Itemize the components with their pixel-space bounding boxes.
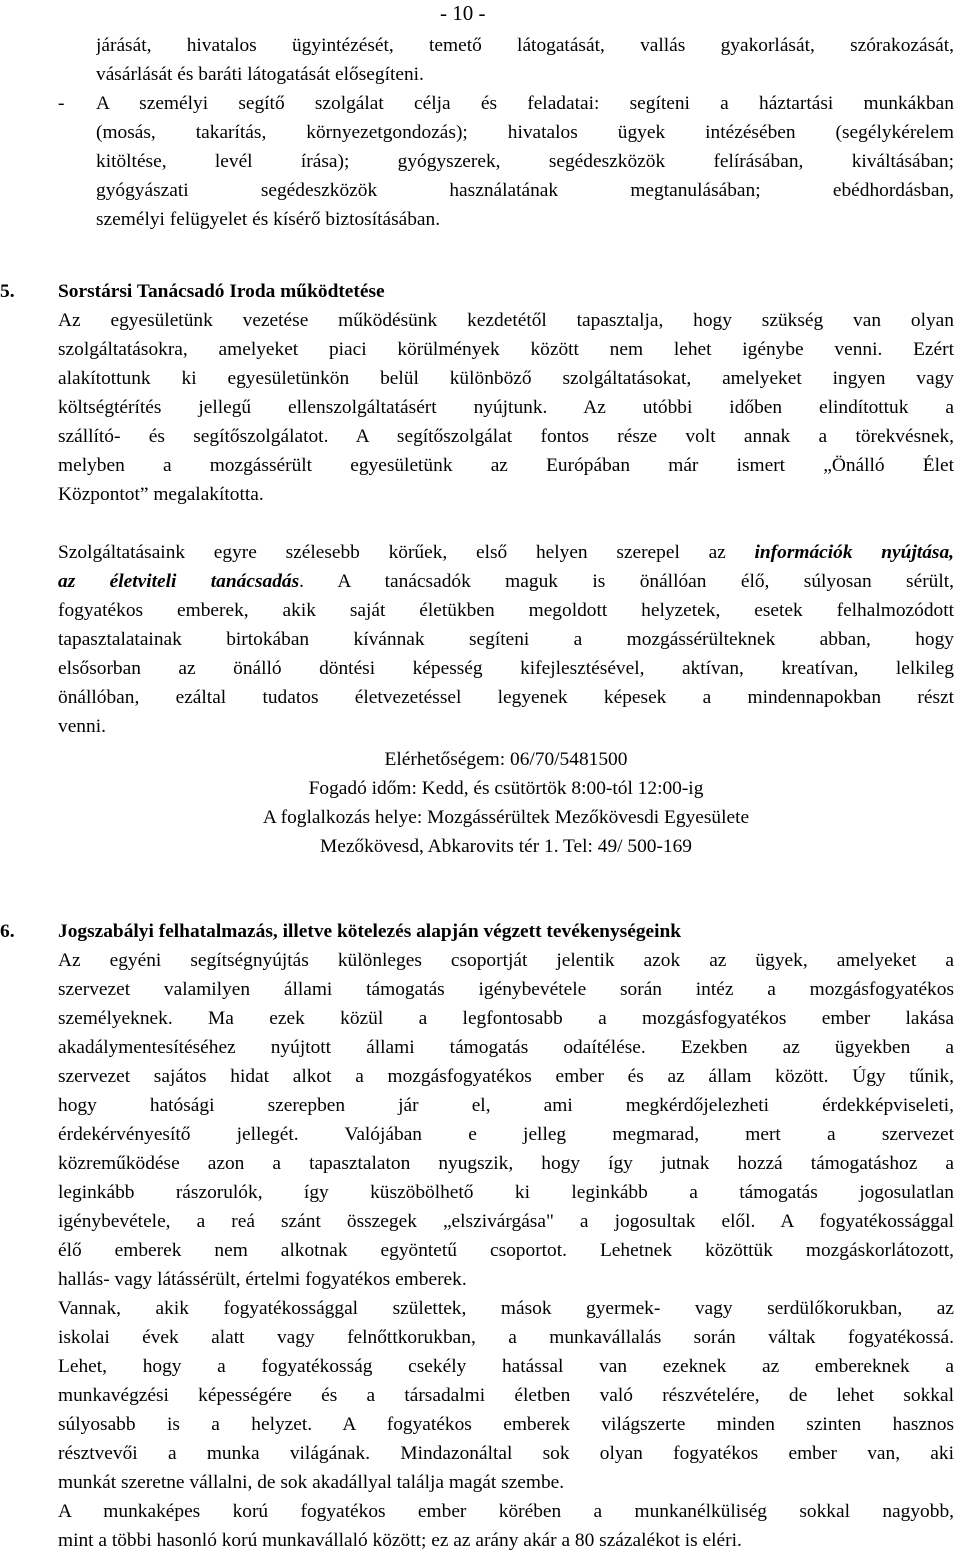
section-number: 5. xyxy=(0,281,15,302)
intro-paragraph xyxy=(58,35,954,93)
text-line: személyi felügyelet és kísérő biztosításában. xyxy=(96,209,441,230)
text-line: szállító- és segítőszolgálatot. A segítőszolgálat fontos része volt annak a törekvésnek, xyxy=(58,426,954,447)
text-line: leginkább rászorulók, így küszöbölhető ki leginkább a támogatás jogosulatlan xyxy=(58,1182,954,1203)
text-line: szolgáltatásokra, amelyeket piaci körülmények között nem lehet igénybe venni. Ezért xyxy=(58,339,954,360)
text-line: tapasztalatainak birtokában kívánnak segíteni a mozgássérülteknek abban, hogy xyxy=(58,629,954,650)
text-line: melyben a mozgássérült egyesületünk az Európában már ismert „Önálló Élet xyxy=(58,455,954,476)
text-line: venni. xyxy=(58,716,106,737)
text-run: . A tanácsadók maguk is önállóan élő, súlyosan sérült, xyxy=(299,571,954,592)
section-heading: Jogszabályi felhatalmazás, illetve kötelezés alapján végzett tevékenységeink xyxy=(58,921,682,942)
section-heading: Sorstársi Tanácsadó Iroda működtetése xyxy=(58,281,385,302)
text-line: hogy hatósági szerepben jár el, ami megkérdőjelezheti érdekképviseleti, xyxy=(58,1095,954,1116)
text-line: (mosás, takarítás, környezetgondozás); hivatalos ügyek intézésében (segélykérelem xyxy=(96,122,954,143)
text-line: A munkaképes korú fogyatékos ember körében a munkanélküliség sokkal nagyobb, xyxy=(58,1501,954,1522)
text-line: A személyi segítő szolgálat célja és feladatai: segíteni a háztartási munkákban xyxy=(96,93,954,114)
text-line: érdekérvényesítő jellegét. Valójában e jelleg megmarad, mert a szervezet xyxy=(58,1124,954,1145)
text-line: fogyatékos emberek, akik saját életükben megoldott helyzetek, esetek felhalmozódott xyxy=(58,600,954,621)
text-line: Az egyesületünk vezetése működésünk kezdetétől tapasztalja, hogy szükség van olyan xyxy=(58,310,954,331)
contact-venue: A foglalkozás helye: Mozgássérültek Mezőkövesdi Egyesülete xyxy=(262,807,750,828)
text-line: szervezet sajátos hidat alkot a mozgásfogyatékos ember és az állam között. Úgy tűnik, xyxy=(58,1066,954,1087)
text-line xyxy=(58,571,954,600)
text-line: elsősorban az önálló döntési képesség kifejlesztésével, aktívan, kreatívan, lelkileg xyxy=(58,658,954,679)
text-line: szervezet valamilyen állami támogatás igénybevétele során intéz a mozgásfogyatékos xyxy=(58,979,954,1000)
text-line: munkát szeretne vállalni, de sok akadállyal találja magát szembe. xyxy=(58,1472,565,1493)
text-line: munkavégzési képességére és a társadalmi életben való részvételére, de lehet sokkal xyxy=(58,1385,954,1406)
text-line: Vannak, akik fogyatékossággal születtek, mások gyermek- vagy serdülőkorukban, az xyxy=(58,1298,954,1319)
text-line: önállóban, ezáltal tudatos életvezetéssel legyenek képesek a mindennapokban részt xyxy=(58,687,954,708)
section-5-paragraph-2 xyxy=(58,542,954,745)
text-line: Lehet, hogy a fogyatékosság csekély hatással van ezeknek az embereknek a xyxy=(58,1356,954,1377)
text-line: résztvevői a munka világának. Mindazonáltal sok olyan fogyatékos ember van, aki xyxy=(58,1443,954,1464)
contact-phone: Elérhetőségem: 06/70/5481500 xyxy=(384,749,628,770)
text-line: kitöltése, levél írása); gyógyszerek, segédeszközök felírásában, kiváltásában; xyxy=(96,151,954,172)
text-line: gyógyászati segédeszközök használatának megtanulásában; ebédhordásban, xyxy=(96,180,954,201)
section-5 xyxy=(0,281,954,513)
page-number: - 10 - xyxy=(440,1,486,25)
bullet-item xyxy=(58,93,954,238)
text-line: Központot” megalakította. xyxy=(58,484,264,505)
text-line: iskolai évek alatt vagy felnőttkorukban, a munkavállalás során váltak fogyatékossá. xyxy=(58,1327,954,1348)
text-line: élő emberek nem alkotnak egyöntetű csoportot. Lehetnek közöttük mozgáskorlátozott, xyxy=(58,1240,954,1261)
text-line: Az egyéni segítségnyújtás különleges csoportját jelentik azok az ügyek, amelyeket a xyxy=(58,950,954,971)
bullet-dash: - xyxy=(58,93,65,114)
text-line xyxy=(58,542,954,571)
text-line: alakítottunk ki egyesületünkön belül különböző szolgáltatásokat, amelyeket ingyen vagy xyxy=(58,368,954,389)
text-line: akadálymentesítéséhez nyújtott állami támogatás odaítélése. Ezekben az ügyekben a xyxy=(58,1037,954,1058)
text-line: közreműködése azon a tapasztalaton nyugszik, hogy így jutnak hozzá támogatáshoz a xyxy=(58,1153,954,1174)
emphasis-text: az életviteli tanácsadás xyxy=(58,571,300,592)
text-line: vásárlását és baráti látogatását elősegíteni. xyxy=(96,64,424,85)
text-line: súlyosabb is a helyzet. A fogyatékos emberek világszerte minden szinten hasznos xyxy=(58,1414,954,1435)
section-6 xyxy=(0,921,954,1559)
text-line: személyeknek. Ma ezek közül a legfontosabb a mozgásfogyatékos ember lakása xyxy=(58,1008,954,1029)
text-line: igénybevétele, a reá szánt összegek „elszivárgása" a jogosultak elől. A fogyatékossággal xyxy=(58,1211,954,1232)
contact-hours: Fogadó időm: Kedd, és csütörtök 8:00-tól 12:00-ig xyxy=(308,778,704,799)
contact-address: Mezőkövesd, Abkarovits tér 1. Tel: 49/ 500-169 xyxy=(319,836,693,857)
text-line: járását, hivatalos ügyintézését, temető látogatását, vallás gyakorlását, szórakozását, xyxy=(96,35,954,56)
text-line: hallás- vagy látássérült, értelmi fogyatékos emberek. xyxy=(58,1269,467,1290)
section-number: 6. xyxy=(0,921,15,942)
text-line: költségtérítés jellegű ellenszolgáltatásért nyújtunk. Az utóbbi időben elindítottuk a xyxy=(58,397,954,418)
text-line: mint a többi hasonló korú munkavállaló között; ez az arány akár a 80 százalékot is eléri. xyxy=(58,1530,742,1551)
contact-info xyxy=(58,745,954,861)
emphasis-text: információk nyújtása, xyxy=(754,542,954,563)
text-run: Szolgáltatásaink egyre szélesebb körűek, első helyen szerepel az xyxy=(58,542,755,563)
